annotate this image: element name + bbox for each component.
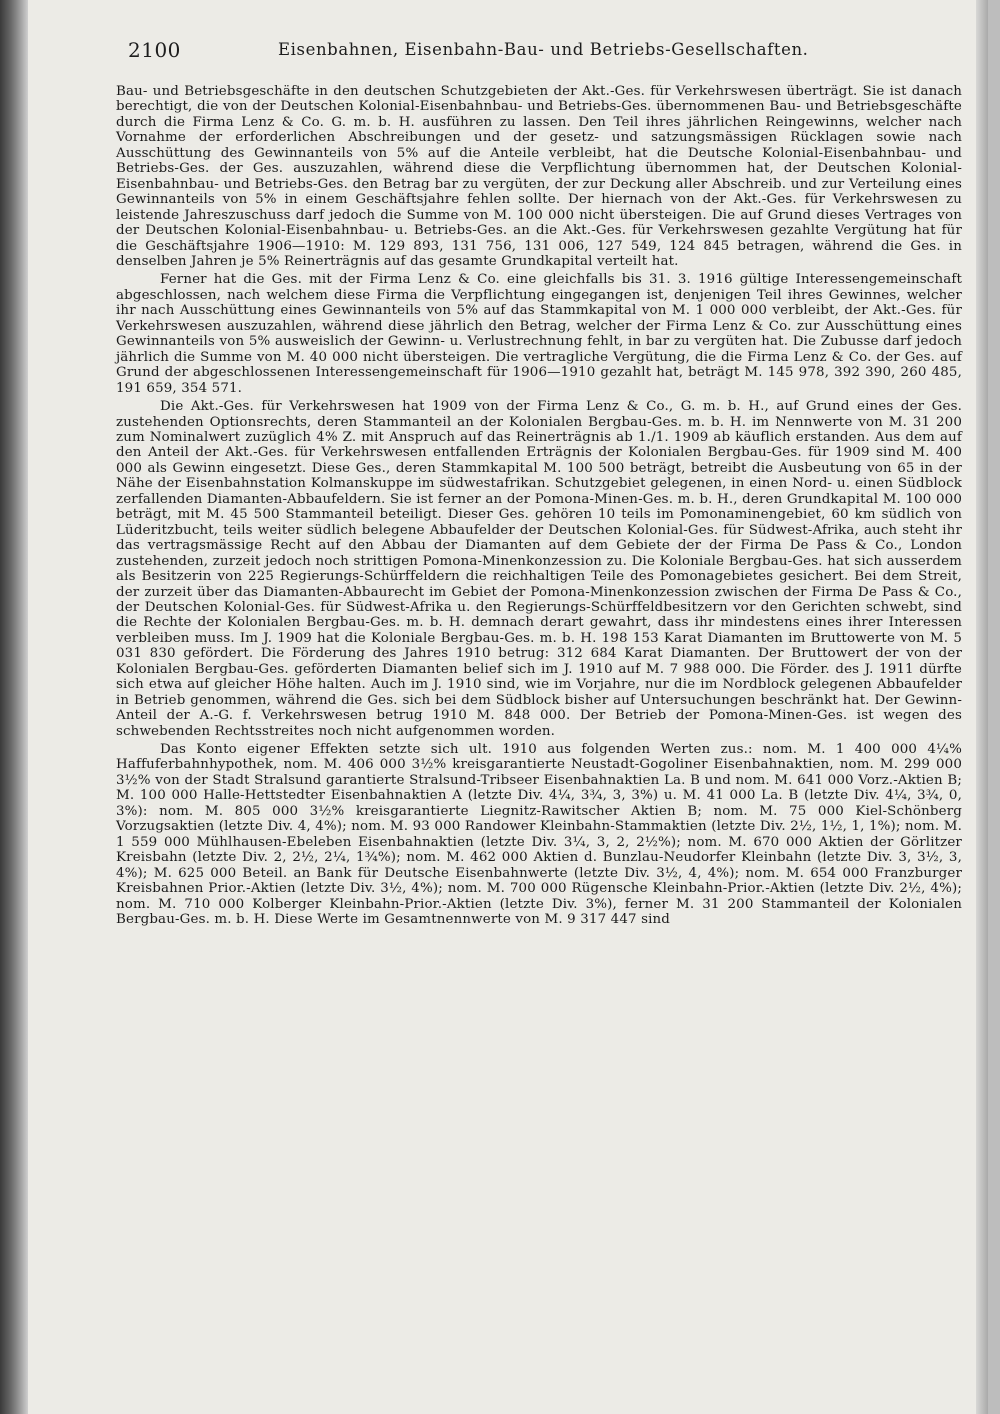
page-number: 2100 (128, 38, 181, 62)
running-head (128, 38, 968, 64)
page-sheet (28, 0, 988, 1414)
paragraph-koloniale-bergbau: Die Akt.-Ges. für Verkehrswesen hat 1909 von der Firma Lenz & Co., G. m. b. H., auf Grund eines der Ges. zustehenden Optionsrechts, deren Stammanteil an der Kolonialen Bergbau-Ges. m. b. H. im Nennwerte von M. 31 200 zum Nominalwert zuzüglich 4% Z. mit Anspruch auf das Reinerträgnis ab 1./1. 1909 ab käuflich erstanden. Aus dem auf den Anteil der Akt.-Ges. für Verkehrswesen entfallenden Erträgnis der Kolonialen Bergbau-Ges. für 1909 sind M. 400 000 als Gewinn eingesetzt. Diese Ges., deren Stammkapital M. 100 500 beträgt, betreibt die Ausbeutung von 65 in der Nähe der Eisenbahnstation Kolmanskuppe im südwestafrikan. Schutzgebiet gelegenen, in einen Nord- u. einen Südblock zerfallenden Diamanten-Abbaufeldern. Sie ist ferner an der Pomona-Minen-Ges. m. b. H., deren Grundkapital M. 100 000 beträgt, mit M. 45 500 Stammanteil beteiligt. Dieser Ges. gehören 10 teils im Pomonaminengebiet, 60 km südlich von Lüderitzbucht, teils weiter südlich belegene Abbaufelder der Deutschen Kolonial-Ges. für Südwest-Afrika, auch steht ihr das vertragsmässige Recht auf den Abbau der Diamanten auf dem Gebiete der der Firma De Pass & Co., London zustehenden, zurzeit jedoch noch strittigen Pomona-Minenkonzession zu. Die Koloniale Bergbau-Ges. hat sich ausserdem als Besitzerin von 225 Regierungs-Schürffeldern die reichhaltigen Teile des Pomonagebietes gesichert. Bei dem Streit, der zurzeit über das Diamanten-Abbaurecht im Gebiet der Pomona-Minenkonzession zwischen der Firma De Pass & Co., der Deutschen Kolonial-Ges. für Südwest-Afrika u. den Regierungs-Schürffeldbesitzern vor den Gerichten schwebt, sind die Rechte der Kolonialen Bergbau-Ges. m. b. H. demnach derart gewahrt, dass ihr mindestens eines ihrer Interessen verbleiben muss. Im J. 1909 hat die Koloniale Bergbau-Ges. m. b. H. 198 153 Karat Diamanten im Bruttowerte von M. 5 031 830 gefördert. Die Förderung des Jahres 1910 betrug: 312 684 Karat Diamanten. Der Bruttowert der von der Kolonialen Bergbau-Ges. geförderten Diamanten belief sich im J. 1910 auf M. 7 988 000. Die Förder. des J. 1911 dürfte sich etwa auf gleicher Höhe halten. Auch im J. 1910 sind, wie im Vorjahre, nur die im Nordblock gelegenen Abbaufelder in Betrieb genommen, während die Ges. sich bei dem Südblock bisher auf Untersuchungen beschränkt hat. Der Gewinn-Anteil der A.-G. f. Verkehrswesen betrug 1910 M. 848 000. Der Betrieb der Pomona-Minen-Ges. ist wegen des schwebenden Rechtsstreites noch nicht aufgenommen worden. (116, 399, 962, 739)
scan-left-edge (0, 0, 28, 1414)
paragraph-konto-effekten: Das Konto eigener Effekten setzte sich ult. 1910 aus folgenden Werten zus.: nom. M. 1 400 000 4¼% Haffuferbahnhypothek, nom. M. 406 000 3½% kreisgarantierte Neustadt-Gogoliner Eisenbahnaktien, nom. M. 299 000 3½% von der Stadt Stralsund garantierte Stralsund-Tribseer Eisenbahnaktien La. B und nom. M. 641 000 Vorz.-Aktien B; M. 100 000 Halle-Hettstedter Eisenbahnaktien A (letzte Div. 4¼, 3¾, 3, 3%) u. M. 41 000 La. B (letzte Div. 4¼, 3¾, 0, 3%): nom. M. 805 000 3½% kreisgarantierte Liegnitz-Rawitscher Aktien B; nom. M. 75 000 Kiel-Schönberg Vorzugsaktien (letzte Div. 4, 4%); nom. M. 93 000 Randower Kleinbahn-Stammaktien (letzte Div. 2½, 1½, 1, 1%); nom. M. 1 559 000 Mühlhausen-Ebeleben Eisenbahnaktien (letzte Div. 3¼, 3, 2, 2½%); nom. M. 670 000 Aktien der Görlitzer Kreisbahn (letzte Div. 2, 2½, 2¼, 1¾%); nom. M. 462 000 Aktien d. Bunzlau-Neudorfer Kleinbahn (letzte Div. 3, 3½, 3, 4%); M. 625 000 Beteil. an Bank für Deutsche Eisenbahnwerte (letzte Div. 3½, 4, 4%); nom. M. 654 000 Franzburger Kreisbahnen Prior.-Aktien (letzte Div. 3½, 4%); nom. M. 700 000 Rügensche Kleinbahn-Prior.-Aktien (letzte Div. 2½, 4%); nom. M. 710 000 Kolberger Kleinbahn-Prior.-Aktien (letzte Div. 3%), ferner M. 31 200 Stammanteil der Kolonialen Bergbau-Ges. m. b. H. Diese Werte im Gesamtnennwerte von M. 9 317 447 sind (116, 742, 962, 928)
paragraph-interessengemeinschaft: Ferner hat die Ges. mit der Firma Lenz & Co. eine gleichfalls bis 31. 3. 1916 gültige Interessengemeinschaft abgeschlossen, nach welchem diese Firma die Verpflichtung eingegangen ist, denjenigen Teil ihres Gewinnes, welcher ihr nach Ausschüttung eines Gewinnanteils von 5% auf das Stammkapital von M. 1 000 000 verbleibt, der Akt.-Ges. für Verkehrswesen auszuzahlen, während diese jährlich den Betrag, welcher der Firma Lenz & Co. zur Ausschüttung eines Gewinnanteils von 5% ausweislich der Gewinn- u. Verlustrechnung fehlt, in bar zu vergüten hat. Die Zubusse darf jedoch jährlich die Summe von M. 40 000 nicht übersteigen. Die vertragliche Vergütung, die die Firma Lenz & Co. der Ges. auf Grund der abgeschlossenen Interessengemeinschaft für 1906—1910 gezahlt hat, beträgt M. 145 978, 392 390, 260 485, 191 659, 354 571. (116, 272, 962, 396)
body-text (116, 84, 962, 927)
paragraph-bau-betriebsgeschaefte: Bau- und Betriebsgeschäfte in den deutschen Schutzgebieten der Akt.-Ges. für Verkehrswesen überträgt. Sie ist danach berechtigt, die von der Deutschen Kolonial-Eisenbahnbau- und Betriebs-Ges. übernommenen Bau- und Betriebsgeschäfte durch die Firma Lenz & Co. G. m. b. H. ausführen zu lassen. Den Teil ihres jährlichen Reingewinns, welcher nach Vornahme der erforderlichen Abschreibungen und der gesetz- und satzungsmässigen Rücklagen sowie nach Ausschüttung des Gewinnanteils von 5% auf die Anteile verbleibt, hat die Deutsche Kolonial-Eisenbahnbau- und Betriebs-Ges. der Ges. auszuzahlen, während diese die Verpflichtung übernommen hat, der Deutschen Kolonial-Eisenbahnbau- und Betriebs-Ges. den Betrag bar zu vergüten, der zur Deckung aller Abschreib. und zur Verteilung eines Gewinnanteils von 5% in einem Geschäftsjahre fehlen sollte. Der hiernach von der Akt.-Ges. für Verkehrswesen zu leistende Jahreszuschuss darf jedoch die Summe von M. 100 000 nicht übersteigen. Die auf Grund dieses Vertrages von der Deutschen Kolonial-Eisenbahnbau- u. Betriebs-Ges. an die Akt.-Ges. für Verkehrswesen gezahlte Vergütung hat für die Geschäftsjahre 1906—1910: M. 129 893, 131 756, 131 006, 127 549, 124 845 betragen, während die Ges. in denselben Jahren je 5% Reinerträgnis auf das gesamte Grundkapital verteilt hat. (116, 84, 962, 269)
scan-right-edge (976, 0, 988, 1414)
header-title: Eisenbahnen, Eisenbahn-Bau- und Betriebs-Gesellschaften. (278, 40, 809, 59)
